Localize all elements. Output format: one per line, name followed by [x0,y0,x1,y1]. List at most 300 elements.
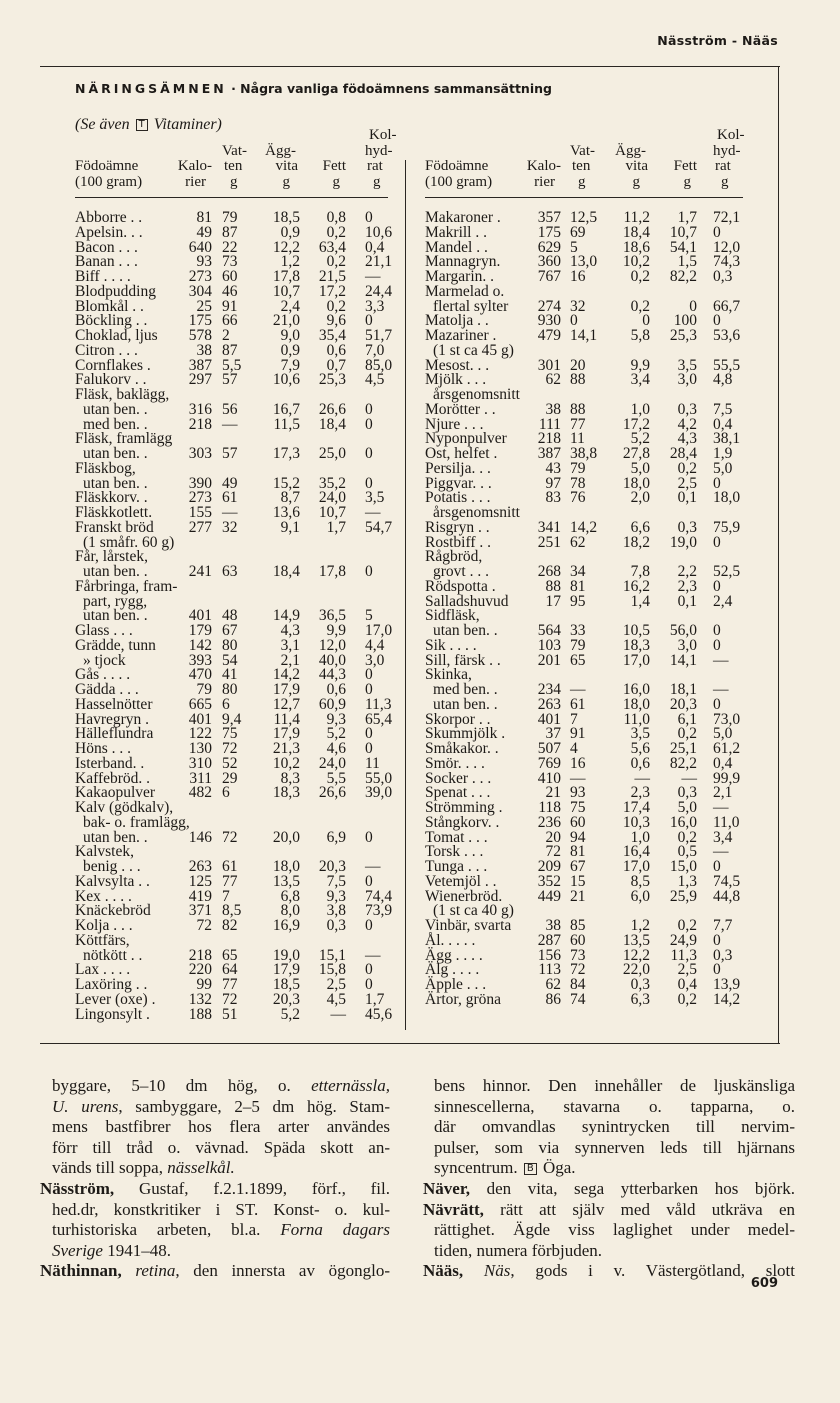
carbs-value: 54,7 [365,518,393,536]
fat-value: 1,5 [677,253,697,271]
water-value: — [570,769,586,787]
food-name: Lingonsylt . [75,1005,150,1023]
protein-value: 12,2 [622,946,650,964]
fat-value: 25,1 [669,740,697,757]
water-value: 82 [222,917,238,934]
calories-value: 43 [545,459,561,477]
calories-value: 122 [188,725,212,743]
food-name: Wienerbröd. [425,887,503,905]
fat-value: 2,5 [677,961,697,979]
text-segment: bens hinnor. Den innehåller de ljuskänsliga [434,1076,795,1095]
fat-value: 4,6 [326,740,346,757]
table-row [0,474,780,492]
header-protein-line2: vita [625,158,648,174]
protein-value: 1,0 [630,828,650,846]
fat-value: 0,1 [677,489,697,507]
fat-value: 0 [689,297,697,315]
table-reference-icon: T [136,119,148,131]
table-row [0,978,780,993]
title-separator: · [226,81,241,96]
food-name: Får, lårstek, [75,548,148,566]
body-text-line [52,1097,390,1117]
running-head: Näsström - Nääs [657,33,778,48]
calories-value: 470 [188,666,212,684]
text-segment: mens bastfibrer hos flera arter användes [52,1117,390,1137]
water-value: 6 [222,695,230,713]
calories-value: 390 [188,474,212,492]
italic-term: U. urens [52,1096,119,1116]
table-row [0,577,780,595]
fat-value: 0,8 [326,209,346,226]
food-name: Strömming . [425,799,503,816]
water-value: 46 [222,282,238,300]
protein-value: 19,0 [272,946,300,964]
fat-value: 0,1 [677,592,697,610]
water-value: 88 [570,400,586,418]
food-name: Mannagryn. [425,253,501,271]
carbs-value: 0 [713,931,721,949]
calories-value: 241 [188,563,212,580]
calories-value: 218 [188,415,212,433]
carbs-value: 75,9 [713,518,741,536]
fat-value: 9,6 [326,312,346,330]
food-name: Lax . . . . [75,961,131,979]
page-number: 609 [750,1276,778,1291]
food-name: Rödspotta . [425,577,496,595]
food-name: Torsk . . . [425,843,484,861]
calories-value: 564 [537,622,561,639]
calories-value: 304 [188,282,212,300]
calories-value: 387 [537,445,561,462]
protein-value: 10,2 [622,253,650,271]
table-row [0,828,780,846]
water-value: 79 [570,636,586,654]
water-value: 49 [222,474,238,492]
water-value: 77 [570,415,586,433]
calories-value: 449 [537,887,561,905]
food-name: (1 småfr. 60 g) [83,533,175,551]
protein-value: 17,4 [622,799,650,816]
fat-value: 0,2 [677,917,697,934]
fat-value: 17,8 [318,563,346,580]
carbs-value: 5,0 [713,725,733,743]
body-text-line [434,1138,795,1158]
fat-value: 2,3 [677,577,697,595]
table-header-right [0,128,780,192]
image-reference-icon: B [524,1163,537,1175]
fat-value: 21,5 [318,268,346,285]
food-name: utan ben. . [83,445,148,462]
fat-value: 7,5 [326,872,346,890]
table-row [0,636,780,654]
calories-value: 25 [196,297,212,315]
protein-value: 8,3 [280,769,300,787]
food-name: Matolja . . [425,312,489,330]
food-name: » tjock [83,651,126,669]
calories-value: 387 [188,356,212,374]
fat-value: 40,0 [318,651,346,669]
fat-value: 26,6 [318,400,346,418]
fat-value: 5,5 [326,769,346,787]
water-value: 81 [570,843,586,861]
protein-value: 5,0 [630,459,650,477]
carbs-value: 7,0 [365,341,385,359]
calories-value: 132 [188,990,212,1008]
food-name: Älg . . . . [425,961,480,979]
dictionary-entry-headline [40,1179,390,1199]
calories-value: 767 [537,268,561,285]
carbs-value: 0 [713,312,721,330]
food-name: Kolja . . . [75,917,133,934]
calories-value: 20 [545,828,561,846]
water-value: 73 [222,253,238,271]
calories-value: 479 [537,327,561,344]
carbs-value: 61,2 [713,740,741,757]
calories-value: 21 [545,784,561,802]
calories-value: 277 [188,518,212,536]
carbs-value: 5,0 [713,459,733,477]
food-name: Choklad, ljus [75,327,158,344]
protein-value: 3,5 [630,725,650,743]
fat-value: 1,3 [677,872,697,890]
calories-value: 146 [188,828,212,846]
italic-term: retina [135,1261,176,1281]
protein-value: 18,5 [272,209,300,226]
body-text-line [434,1241,602,1261]
carbs-value: 0,3 [713,268,733,285]
fat-value: 14,1 [669,651,697,669]
calories-value: 209 [537,858,561,875]
water-value: 32 [222,518,238,536]
food-name: Hasselnötter [75,695,153,713]
header-protein-unit: g [282,173,290,190]
fat-value: 2,5 [677,474,697,492]
water-value: 63 [222,563,238,580]
fat-value: 15,1 [318,946,346,964]
carbs-value: 3,4 [713,828,733,846]
header-calories-line1: Kalo- [526,158,561,174]
protein-value: 2,3 [630,784,650,802]
food-name: Marmelad o. [425,282,505,300]
protein-value: 4,3 [280,622,300,639]
calories-value: 118 [538,799,561,816]
food-name: Kakaopulver [75,784,156,802]
fat-value: 0,3 [677,518,697,536]
italic-term: Forna dagars [280,1220,391,1240]
protein-value: 1,2 [630,917,650,934]
calories-value: 263 [188,858,212,875]
fat-value: 82,2 [669,754,697,772]
header-carbs-line3: rat [715,158,731,174]
water-value: 33 [570,622,586,639]
water-value: 67 [570,858,586,875]
calories-value: 125 [188,872,212,890]
water-value: 34 [570,563,586,580]
carbs-value: 5 [365,607,373,625]
table-row [0,373,780,388]
protein-value: 16,0 [622,681,650,698]
food-name: Äpple . . . [425,976,487,993]
food-name: Skorpor . . [425,710,491,728]
food-name: utan ben. . [433,695,498,713]
protein-value: 3,4 [630,371,650,389]
food-name: utan ben. . [83,400,148,418]
water-value: 51 [222,1005,238,1023]
food-name: Gädda . . . [75,681,139,698]
calories-value: 49 [196,223,212,241]
protein-value: 21,3 [272,740,300,757]
protein-value: 14,9 [272,607,300,625]
carbs-value: 0 [713,533,721,551]
protein-value: 11,0 [623,710,650,728]
table-row [0,872,780,890]
water-value: 14,2 [570,518,598,536]
see-also-target[interactable]: Vitaminer) [149,116,222,133]
carbs-value: 0 [365,681,373,698]
protein-value: 18,3 [622,636,650,654]
carbs-value: 0 [713,858,721,875]
carbs-value: 10,6 [365,223,393,241]
water-value: 56 [222,400,238,418]
calories-value: 482 [188,784,212,802]
text-segment: pulser, som via synnerven leds till hjärnans [434,1137,795,1157]
nutrient-table-right [0,211,780,1008]
entry-headword: Nääs, [423,1261,464,1281]
calories-value: 38 [545,400,561,418]
protein-value: 11,4 [273,710,300,728]
water-value: — [570,681,586,698]
calories-value: 401 [188,607,212,625]
text-segment: turhistoriska arbeten, bl.a. [52,1220,281,1240]
table-row [0,518,780,536]
calories-value: 97 [545,474,561,492]
body-text-line [434,1117,795,1137]
header-food-line1: Födoämne [425,158,489,174]
fat-value: 20,3 [318,858,346,875]
table-title-rest: Några vanliga födoämnens sammansättning [240,81,552,96]
carbs-value: 66,7 [713,297,741,315]
carbs-value: 38,1 [713,430,741,448]
carbs-value: 17,0 [365,622,393,639]
fat-value: 1,7 [326,518,346,536]
fat-value: 5,0 [677,799,697,816]
header-calories-line2: rier [185,173,206,190]
protein-value: 5,8 [630,327,650,344]
header-fat-line1: Fett [673,158,697,174]
protein-value: 18,0 [622,474,650,492]
protein-value: 0,9 [280,223,300,241]
text-segment: hed.dr, konstkritiker i ST. Konst- o. kul- [52,1199,390,1219]
header-water-line2: ten [572,158,591,174]
protein-value: 17,8 [272,268,300,285]
water-value: 11 [570,430,585,448]
food-name: Ost, helfet . [425,445,498,462]
fat-value: 5,2 [326,725,346,743]
food-name: Lever (oxe) . [75,990,156,1008]
carbs-value: 0 [365,400,373,418]
calories-value: 629 [537,238,561,256]
fat-value: 4,3 [677,430,697,448]
carbs-value: 24,4 [365,282,393,300]
table-frame-bottom-rule [40,1043,780,1044]
protein-value: 12,2 [272,238,300,256]
carbs-value: 0 [713,622,721,639]
calories-value: 341 [537,518,561,536]
food-name: utan ben. . [83,828,148,846]
carbs-value: 72,1 [713,209,741,226]
carbs-value: — [365,504,381,521]
calories-value: 251 [537,533,561,551]
food-name: Potatis . . . [425,489,491,507]
carbs-value: 3,3 [365,297,385,315]
water-value: 7 [222,887,230,905]
food-name: Piggvar. . . [425,474,492,492]
table-row [0,742,780,757]
calories-value: 316 [188,400,212,418]
food-name: Rågbröd, [425,548,483,566]
food-name: Glass . . . [75,622,133,639]
protein-value: 2,0 [630,489,650,507]
table-row [0,211,780,226]
protein-value: 17,2 [622,415,650,433]
protein-value: 21,0 [272,312,300,330]
fat-value: 16,0 [669,813,697,831]
header-water-line1: Vat- [570,142,595,159]
fat-value: 9,9 [326,622,346,639]
fat-value: 26,6 [318,784,346,802]
calories-value: 155 [188,504,212,521]
protein-value: 2,1 [280,651,300,669]
table-row [0,459,780,477]
protein-value: 10,2 [272,754,300,772]
water-value: 6 [222,784,230,802]
calories-value: 303 [188,445,212,462]
water-value: 91 [570,725,586,743]
table-row [0,931,780,949]
protein-value: 8,0 [280,902,300,920]
fat-value: 25,3 [669,327,697,344]
protein-value: — [634,769,650,787]
calories-value: 38 [196,341,212,359]
water-value: 77 [222,976,238,993]
table-row [0,624,780,639]
water-value: 76 [570,489,586,507]
header-rule-right [425,197,743,198]
carbs-value: 0 [713,695,721,713]
calories-value: 93 [196,253,212,271]
calories-value: 38 [545,917,561,934]
fat-value: 36,5 [318,607,346,625]
carbs-value: 0 [713,474,721,492]
food-name: Fårbringa, fram- [75,577,178,595]
body-text-line [434,1220,795,1240]
food-name: Gås . . . . [75,666,131,684]
fat-value: 10,7 [318,504,346,521]
calories-value: 640 [188,238,212,256]
calories-value: 218 [188,946,212,964]
header-protein-line1: Ägg- [265,142,296,159]
calories-value: 578 [188,327,212,344]
water-value: 62 [570,533,586,551]
header-fat-unit: g [683,173,691,190]
carbs-value: 0 [713,223,721,241]
carbs-value: 1,9 [713,445,733,462]
body-text-line [52,1158,235,1178]
carbs-value: — [713,651,729,669]
calories-value: 142 [188,636,212,654]
fat-value: 25,9 [669,887,697,905]
calories-value: 79 [196,681,212,698]
calories-value: 72 [545,843,561,861]
body-text-line [52,1138,390,1158]
protein-value: 14,2 [272,666,300,684]
food-name: Fläsk, baklägg, [75,386,170,403]
food-name: Sidfläsk, [425,607,480,625]
fat-value: 3,0 [677,636,697,654]
calories-value: 769 [537,754,561,772]
water-value: 41 [222,666,238,684]
table-row [0,786,780,801]
italic-term: Sverige [52,1240,103,1260]
food-name: Spenat . . . [425,784,491,802]
water-value: 77 [222,872,238,890]
text-segment [122,1261,136,1280]
water-value: 64 [222,961,238,979]
protein-value: 6,0 [630,887,650,905]
protein-value: 12,7 [272,695,300,713]
water-value: 21 [570,887,586,905]
water-value: 78 [570,474,586,492]
fat-value: 0,4 [677,976,697,993]
food-name: Fläskkorv. . [75,489,148,507]
protein-value: 17,9 [272,961,300,979]
water-value: 79 [222,209,238,226]
table-row [0,695,780,713]
carbs-value: 0 [365,725,373,743]
protein-value: 0,9 [280,341,300,359]
carbs-value: — [713,843,729,861]
food-name: Morötter . . [425,400,496,418]
table-row [0,887,780,905]
entry-headword: Näver, [423,1179,471,1198]
carbs-value: 0 [365,976,373,993]
carbs-value: 73,0 [713,710,741,728]
carbs-value: 73,9 [365,902,393,920]
carbs-value: — [365,946,381,964]
table-row [0,282,780,300]
protein-value: 1,4 [630,592,650,610]
text-segment: , sambyggare, 2–5 dm hög. Stam- [118,1096,390,1116]
water-value: 65 [570,651,586,669]
fat-value: 24,0 [318,754,346,772]
food-name: Rostbiff . . [425,533,492,551]
fat-value: 11,3 [670,946,697,964]
carbs-value: 21,1 [365,253,393,271]
calories-value: 268 [537,563,561,580]
fat-value: 0,6 [326,341,346,359]
fat-value: 2,5 [326,976,346,993]
dictionary-entry-headline [423,1179,795,1199]
protein-value: 13,5 [622,931,650,949]
food-name: Mazariner . [425,327,497,344]
food-name: utan ben. . [83,607,148,625]
text-segment: 1941–48. [102,1240,171,1260]
water-value: 80 [222,681,238,698]
text-segment: där omvandlas synintrycken till nervim- [434,1117,795,1137]
calories-value: 86 [545,990,561,1008]
dictionary-entry-headline [423,1200,795,1220]
food-name: Njure . . . [425,415,484,433]
